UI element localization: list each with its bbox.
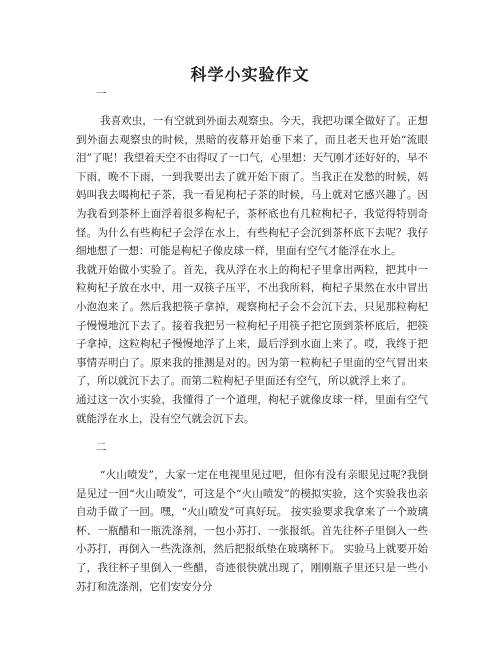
section-1-body [76,112,428,428]
section-2-label: 二 [96,441,107,453]
paragraph: 我喜欢虫，一有空就到外面去观察虫。今天，我把功课全做好了。正想到外面去观察虫的时候，黑暗的夜幕开始垂下来了，而且老天也开始“流眼泪”了呢！我望着天空不由得叹了一口气，心里想：天气刚才还好好的，早不下雨，晚不下雨，一到我要出去了就开始下雨了。当我正在发愁的时候，妈妈叫我去喝枸杞子茶，我一看见枸杞子茶的时候，马上就对它感兴趣了。因为我看到茶杯上面浮着很多枸杞子，茶杯底也有几粒枸杞子，我觉得特别奇怪。为什么有些枸杞子会浮在水上，有些枸杞子会沉到茶杯底下去呢？我仔细地想了一想：可能是枸杞子像皮球一样，里面有空气才能浮在水上。 [76,115,428,258]
paragraph: 通过这一次小实验，我懂得了一个道理，枸杞子就像皮球一样，里面有空气就能浮在水上，没有空气就会沉下去。 [76,393,428,425]
document-title: 科学小实验作文 [190,65,310,84]
section-1-label: 一 [96,88,107,100]
paragraph: 我就开始做小实验了。首先，我从浮在水上的枸杞子里拿出两粒，把其中一粒枸杞子放在水中，用一双筷子压平，不出我所料，枸杞子果然在水中冒出小泡泡来了。然后我把筷子拿掉，观察枸杞子会不会沉下去，只见那粒枸杞子慢慢地沉下去了。接着我把另一粒枸杞子用筷子把它顶到茶杯底后，把筷子拿掉，这粒枸杞子慢慢地浮了上来，最后浮到水面上来了。哎，我终于把事情弄明白了。原来我的推测是对的。因为第一粒枸杞子里面的空气冒出来了，所以就沉下去了。而第二粒枸杞子里面还有空气，所以就浮上来了。 [76,263,428,388]
section-2-body [76,466,428,596]
paragraph: “火山喷发”，大家一定在电视里见过吧，但你有没有亲眼见过呢?我倒是见过一回“火山喷发”，可这是个“火山喷发”的模拟实验，这个实验我也亲自动手做了一回。嘿，“火山喷发”可真好玩。 按实验要求我拿来了一个玻璃杯、一瓶醋和一瓶洗涤剂，一包小苏打、一张报纸。首先往杯子里倒入一些小苏打，再倒入一些洗涤剂，然后把报纸垫在玻璃杯下。 实验马上就要开始了，我往杯子里倒入一些醋，奇迹很快就出现了，刚刚瓶子里还只是一些小苏打和洗涤剂，它们安安分分 [76,469,428,593]
